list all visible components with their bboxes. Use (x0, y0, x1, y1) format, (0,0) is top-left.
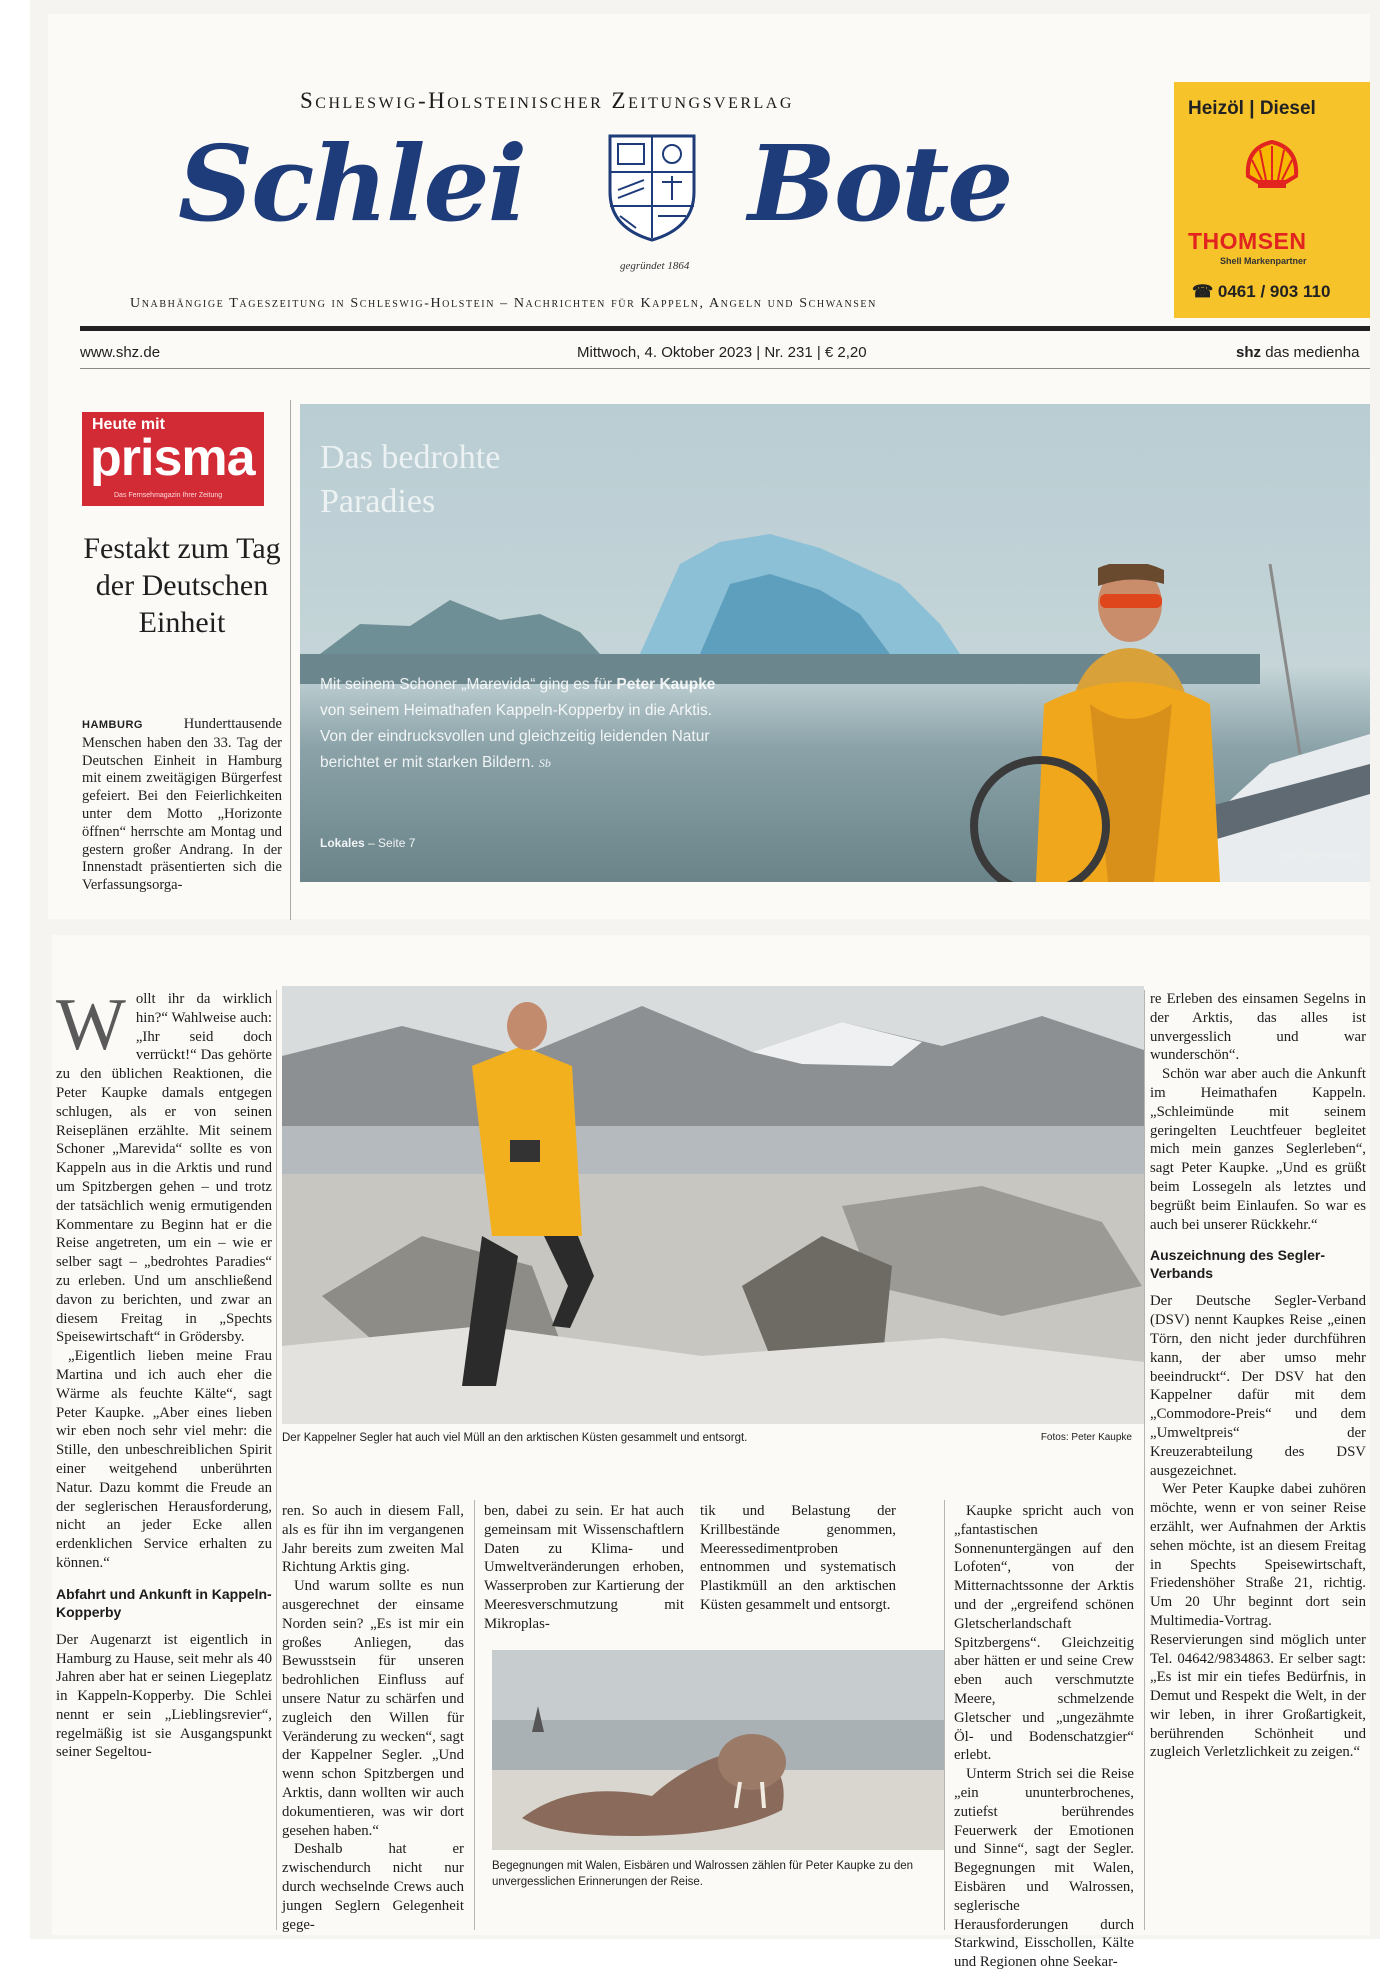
ad-brand: THOMSEN (1188, 228, 1307, 254)
walrus-illustration (492, 1650, 944, 1850)
lead-headline[interactable] (320, 436, 500, 524)
masthead-subtitle: Unabhängige Tageszeitung in Schleswig-Holstein – Nachrichten für Kappeln, Angeln und Schwansen (130, 296, 877, 311)
issue-info: Mittwoch, 4. Oktober 2023 | Nr. 231 | € 2,20 (577, 344, 867, 361)
shell-advertisement[interactable] (1174, 82, 1370, 318)
article-paragraph: Unterm Strich sei die Reise „ein ununterbrochenes, zutiefst berührendes Feuerwerk der Emotionen und Sinne“, sagt der Segler. Begegnungen mit Walen, Eisbären und Walrossen, seglerische Herausforderungen durch Starkwind, Eisschollen, Kälte und Regionen ohne Seekar- (954, 1766, 1134, 1971)
ad-headline: Heizöl | Diesel (1188, 98, 1316, 119)
article-column-4 (700, 1502, 896, 1615)
lead-headline-line1: Das bedrohte (320, 439, 501, 476)
sailor-at-helm-illustration (940, 564, 1370, 882)
article-paragraph: ben, dabei zu sein. Er hat auch gemeinsam mit Wissenschaftlern Daten zu Klima- und Umweltveränderungen erhoben, Wasserproben zur Kartierung der Meeresverschmutzung mit Mikroplas- (484, 1503, 684, 1632)
article-paragraph: tik und Belastung der Krillbestände genommen, Meeressedimentproben entnommen und systematisch Plastikmüll an den arktischen Küsten gesammelt und entsorgt. (700, 1503, 896, 1613)
masthead-rule (80, 326, 1370, 331)
founded-note: gegründet 1864 (620, 260, 690, 272)
walrus-photo[interactable] (492, 1650, 944, 1850)
ad-partner: Shell Markenpartner (1220, 256, 1307, 266)
prisma-pre: Heute mit (92, 416, 165, 433)
article-column-1 (56, 984, 272, 1762)
article-column-3 (484, 1502, 684, 1634)
prisma-teaser[interactable] (82, 412, 264, 506)
website-link[interactable]: www.shz.de (80, 344, 161, 361)
column-rule (1144, 990, 1145, 1930)
prisma-tagline: Das Fernsehmagazin Ihrer Zeitung (114, 492, 223, 499)
shell-logo-icon (1242, 138, 1302, 190)
lead-headline-line2: Paradies (320, 483, 436, 520)
prisma-logo: prisma (90, 429, 255, 487)
lead-text-post: von seinem Heimathafen Kappeln-Kopperby in die Arktis. Von der eindrucksvollen und gleichzeitig leidenden Natur berichtet er mit starken Bildern. (320, 702, 713, 771)
lead-text-pre: Mit seinem Schoner „Marevida“ ging es für (320, 676, 613, 693)
coast-caption-text: Der Kappelner Segler hat auch viel Müll an den arktischen Küsten gesammelt und entsorgt. (282, 1432, 748, 1444)
article-paragraph: Wer Peter Kaupke dabei zuhören möchte, wenn er von seiner Reise erzählt, wer Aufnahmen der Arktis sehen möchte, ist an diesem Freitag in Spechts Speisewirtschaft, Friedenshöher Straße 21, richtig. Um 20 Uhr beginnt dort sein Multimedia-Vortrag. Reservierungen sind möglich unter Tel. 04642/9834863. Er selber sagt: „Es ist mir ein tiefes Bedürfnis, in Demut und Respekt die Welt, in der wir leben, in ihrer Großartigkeit, berührenden Schönheit und zugleich Verletzlichkeit zu zeigen.“ (1150, 1481, 1366, 1761)
article-column-6 (1150, 990, 1366, 1762)
article-intro-paragraph (56, 984, 272, 1347)
column-rule (944, 1500, 945, 1930)
article-paragraph: Schön war aber auch die Ankunft im Heimathafen Kappeln. „Schleimünde mit seinem geringelten Leuchtfeuer begleitet mich mein ganzes Seglerleben“, sagt Peter Kaupke. „Und es grüßt beim Lossegeln als letztes und begrüßt beim Einlaufen. So war es auch bei unserer Rückkehr.“ (1150, 1066, 1366, 1233)
side-article-body: Hunderttausende Menschen haben den 33. Tag der Deutschen Einheit in Hamburg mit einem zweitägigen Bürgerfest gefeiert. Bei den Feierlichkeiten unter dem Motto „Horizonte öffnen“ herrschte am Montag und gestern großer Andrang. In der Innenstadt präsentierten sich die Verfassungsorga- (82, 716, 282, 894)
article-paragraph: Der Deutsche Segler-Verband (DSV) nennt Kaupkes Reise „einen Törn, den nicht jeder durchführen kann, der aber umso mehr beeindruckt“. Der DSV hat den Kappelner dafür mit dem „Commodore-Preis“ und dem „Umweltpreis“ der Kreuzerabteilung des DSV ausgezeichnet. (1150, 1293, 1366, 1479)
coast-photo-caption (282, 1432, 1144, 1444)
lead-summary (320, 672, 740, 776)
infostrip-rule (80, 368, 1370, 369)
column-rule (276, 990, 277, 1930)
article-paragraph: re Erleben des einsamen Segelns in der Arktis, das alles ist unvergesslich und war wunderschön“. (1150, 991, 1366, 1064)
article-subhead-departure: Abfahrt und Ankunft in Kappeln-Kopperby (56, 1585, 272, 1620)
column-separator (290, 400, 291, 920)
walrus-photo-caption: Begegnungen mit Walen, Eisbären und Walrossen zählen für Peter Kaupke zu den unvergesslichen Erinnerungen der Reise. (492, 1860, 914, 1888)
article-paragraph: Kaupke spricht auch von „fantastischen Sonnenuntergängen auf den Lofoten“, von der Mitternachtssonne der Arktis und der „ergreifend schönen Gletscherlandschaft Spitzbergens“. Gleichzeitig aber hätten er und seine Crew eben auch verschmutzte Meere, schmelzende Gletscher und „ungezähmte Öl- und Bodenschatzgier“ erlebt. (954, 1503, 1134, 1764)
publisher-line: Schleswig-Holsteinischer Zeitungsverlag (300, 88, 794, 113)
article-paragraph: Und warum sollte es nun ausgerechnet der einsame Norden sein? „Es ist mir ein großes Anliegen, das Bewusstsein für unseren bedrohlichen Einfluss auf unsere Natur zu schärfen und zugleich den Willen für Veränderung zu wecken“, sagt der Kappelner Segler. „Und wenn schon Spitzbergen und Arktis, dann wollten wir auch dokumentieren, was wir dort gesehen haben.“ (282, 1578, 464, 1839)
newspaper-title-right: Bote (748, 122, 1012, 245)
side-article-headline[interactable]: Festakt zum Tag der Deutschen Einheit (83, 532, 281, 639)
article-subhead-award: Auszeichnung des Segler-Verbands (1150, 1247, 1326, 1282)
lead-ref-section: Lokales (320, 836, 365, 850)
article-paragraph: Der Augenarzt ist eigentlich in Hamburg zu Hause, seit mehr als 40 Jahren aber hat er seinen Liegeplatz in Kappeln-Kopperby. Die Schlei nennt er sein „Lieblingsrevier“, regelmäßig ist sie Ausgangspunkt seiner Segeltou- (56, 1631, 272, 1761)
column-rule (474, 1500, 475, 1930)
side-article-text (82, 716, 282, 895)
side-article-dateline: HAMBURG (82, 719, 143, 731)
lead-person-name: Peter Kaupke (616, 676, 716, 693)
shz-brand (1236, 344, 1359, 361)
coast-photo[interactable] (282, 986, 1144, 1424)
sailor-on-rocks-illustration (282, 986, 1144, 1424)
lead-page-reference[interactable] (320, 836, 415, 850)
coat-of-arms-icon (606, 132, 698, 244)
article-paragraph: „Eigentlich lieben meine Frau Martina und ich auch eher die Wärme als feuchte Kälte“, sagt Peter Kaupke. „Aber eines lieben wir eben noch sehr viel mehr: die Stille, den unbeschreiblichen Spirit einer weitgehend unberührten Natur. Dazu kommt die Freude an der seglerischen Herausforderung, nicht an jeder Ecke allen erdenklichen Service erhalten zu können.“ (56, 1348, 272, 1571)
ad-phone: ☎ 0461 / 903 110 (1192, 282, 1331, 301)
shz-logo: shz (1236, 344, 1262, 361)
photo-credit: Fotos: Peter Kaupke (1040, 1432, 1132, 1443)
newspaper-title-left: Schlei (178, 122, 526, 245)
article-paragraph: Deshalb hat er zwischendurch nicht nur durch wechselnde Crews auch jungen Seglern Gelegenheit gege- (282, 1841, 464, 1933)
article-column-2 (282, 1502, 464, 1934)
article-paragraph: ren. So auch in diesem Fall, als es für ihn im vergangenen Jahr bereits zum zweiten Mal Richtung Arktis ging. (282, 1503, 464, 1576)
lead-ref-page: – Seite 7 (368, 836, 416, 850)
dropcap: W (56, 984, 126, 1066)
article-intro-text: ollt ihr da wirklich hin?“ Wahlweise auch: „Ihr seid doch verrückt!“ Das gehörte zu den üblichen Reaktionen, die Peter Kaupke damals entgegen schlugen, als er von seinen Reiseplänen erzählte. Mit seinem Schoner „Marevida“ sollte es von Kappeln aus in die Arktis und rund um Spitzbergen gehen – und trotz der tatsächlich wenig ermutigenden Kommentare zu Beginn hat er die Reise angetreten, um ein – wie er selber sagt – „bedrohtes Paradies“ zu erleben. Und um anschließend davon zu berichten, und zwar an diesem Freitag in „Spechts Speisewirtschaft“ in Grödersby. (56, 991, 272, 1346)
lead-photo-credit: Foto: Peter Kaupke (1280, 850, 1358, 860)
article-column-5 (954, 1502, 1134, 1972)
shz-tagline: das medienha (1265, 344, 1360, 361)
lead-signature: Sb (538, 756, 551, 770)
